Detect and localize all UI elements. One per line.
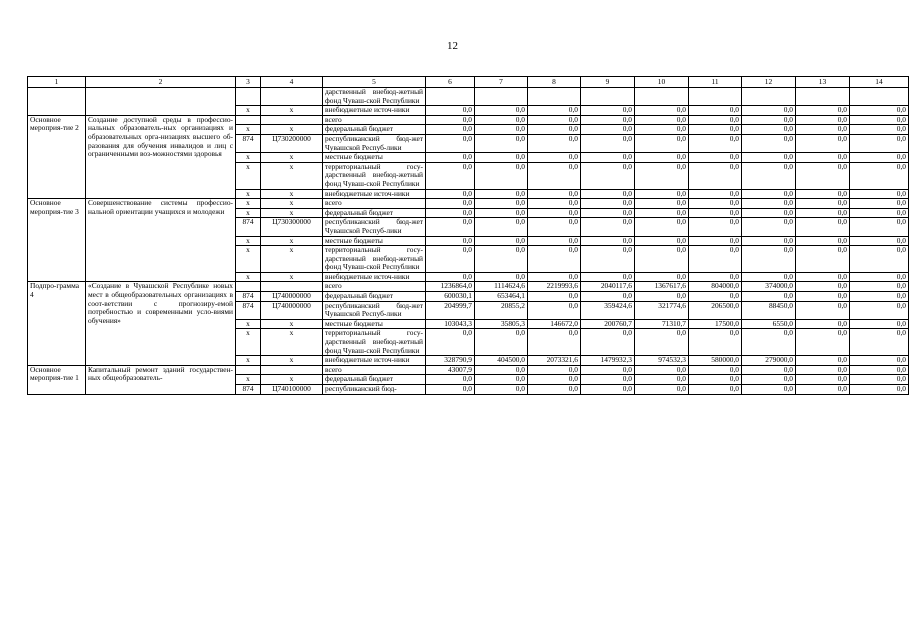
value-cell: 0,0 [528, 329, 581, 356]
value-cell: 0,0 [796, 115, 850, 125]
value-cell: 0,0 [426, 236, 475, 246]
value-cell: 0,0 [689, 272, 742, 282]
value-cell: 974532,3 [635, 356, 689, 366]
value-cell: 0,0 [689, 329, 742, 356]
value-cell: 0,0 [850, 106, 909, 116]
page-number: 12 [447, 40, 458, 52]
value-cell: 0,0 [528, 365, 581, 375]
value-cell: 0,0 [635, 115, 689, 125]
value-cell: 1114624,6 [475, 282, 528, 292]
value-cell: 0,0 [475, 375, 528, 385]
funding-source-cell: федеральный бюджет [323, 125, 426, 135]
funding-source-cell: местные бюджеты [323, 319, 426, 329]
value-cell: 0,0 [581, 199, 635, 209]
value-cell: 404500,0 [475, 356, 528, 366]
value-cell: 0,0 [528, 375, 581, 385]
grbs-code-cell: x [236, 236, 261, 246]
header-cell: 13 [796, 77, 850, 88]
value-cell: 0,0 [426, 272, 475, 282]
value-cell: 328790,9 [426, 356, 475, 366]
header-row [28, 77, 909, 88]
funding-source-cell: территориальный госу-дарственный внебюд-жетный фонд Чуваш-ской Республики [323, 162, 426, 189]
value-cell: 0,0 [426, 106, 475, 116]
value-cell: 0,0 [850, 115, 909, 125]
value-cell: 204999,7 [426, 301, 475, 319]
value-cell: 0,0 [635, 199, 689, 209]
value-cell: 0,0 [742, 385, 796, 395]
value-cell: 0,0 [475, 115, 528, 125]
value-cell: 0,0 [635, 375, 689, 385]
budget-code-cell: x [261, 199, 323, 209]
value-cell: 0,0 [528, 208, 581, 218]
value-cell: 0,0 [742, 375, 796, 385]
value-cell: 0,0 [528, 162, 581, 189]
value-cell: 580000,0 [689, 356, 742, 366]
value-cell: 0,0 [850, 246, 909, 273]
value-cell: 0,0 [528, 272, 581, 282]
value-cell: 0,0 [528, 153, 581, 163]
value-cell: 0,0 [796, 282, 850, 292]
value-cell: 0,0 [581, 375, 635, 385]
funding-source-cell: территориальный госу-дарственный внебюд-жетный фонд Чуваш-ской Республики [323, 329, 426, 356]
funding-source-cell: дарственный внебюд-жетный фонд Чуваш-ской Республики [323, 88, 426, 106]
program-cell: Основное мероприя-тие 2 [28, 115, 86, 198]
value-cell: 0,0 [850, 236, 909, 246]
value-cell: 0,0 [689, 134, 742, 152]
value-cell: 0,0 [742, 236, 796, 246]
value-cell: 0,0 [635, 218, 689, 236]
value-cell: 0,0 [581, 153, 635, 163]
value-cell: 0,0 [581, 385, 635, 395]
value-cell: 0,0 [426, 115, 475, 125]
value-cell: 0,0 [581, 189, 635, 199]
value-cell: 0,0 [635, 189, 689, 199]
budget-code-cell: Ц740000000 [261, 301, 323, 319]
value-cell: 0,0 [689, 385, 742, 395]
value-cell [850, 88, 909, 106]
description-cell [86, 88, 236, 116]
value-cell: 0,0 [850, 272, 909, 282]
funding-source-cell: внебюджетные источ-ники [323, 106, 426, 116]
value-cell: 0,0 [635, 385, 689, 395]
value-cell: 1367617,6 [635, 282, 689, 292]
grbs-code-cell [236, 88, 261, 106]
value-cell: 2040117,6 [581, 282, 635, 292]
value-cell: 0,0 [850, 282, 909, 292]
value-cell: 0,0 [850, 329, 909, 356]
value-cell: 0,0 [689, 246, 742, 273]
value-cell: 0,0 [581, 292, 635, 302]
value-cell: 0,0 [426, 208, 475, 218]
funding-source-cell: всего [323, 115, 426, 125]
value-cell: 0,0 [850, 356, 909, 366]
value-cell: 0,0 [426, 189, 475, 199]
value-cell: 0,0 [581, 246, 635, 273]
grbs-code-cell: x [236, 356, 261, 366]
value-cell: 0,0 [581, 218, 635, 236]
value-cell: 0,0 [475, 385, 528, 395]
value-cell: 0,0 [796, 319, 850, 329]
description-cell: Совершенствование системы профессио-нальной ориентации учащихся и молодежи [86, 199, 236, 282]
value-cell: 0,0 [528, 189, 581, 199]
header-cell: 9 [581, 77, 635, 88]
value-cell: 0,0 [528, 385, 581, 395]
value-cell: 88450,0 [742, 301, 796, 319]
value-cell: 35805,3 [475, 319, 528, 329]
value-cell: 0,0 [635, 365, 689, 375]
value-cell: 0,0 [850, 199, 909, 209]
funding-source-cell: местные бюджеты [323, 153, 426, 163]
value-cell: 0,0 [796, 375, 850, 385]
value-cell: 0,0 [850, 134, 909, 152]
value-cell: 0,0 [796, 292, 850, 302]
value-cell: 0,0 [689, 115, 742, 125]
value-cell: 0,0 [850, 208, 909, 218]
header-cell: 1 [28, 77, 86, 88]
value-cell: 0,0 [850, 153, 909, 163]
value-cell: 0,0 [796, 162, 850, 189]
value-cell: 103043,3 [426, 319, 475, 329]
value-cell: 0,0 [742, 272, 796, 282]
value-cell: 0,0 [742, 153, 796, 163]
value-cell: 6550,0 [742, 319, 796, 329]
value-cell: 0,0 [850, 301, 909, 319]
value-cell: 71310,7 [635, 319, 689, 329]
budget-code-cell: x [261, 319, 323, 329]
value-cell: 0,0 [635, 153, 689, 163]
funding-source-cell: всего [323, 365, 426, 375]
budget-code-cell: x [261, 356, 323, 366]
value-cell: 321774,6 [635, 301, 689, 319]
value-cell: 0,0 [475, 106, 528, 116]
budget-code-cell: x [261, 106, 323, 116]
grbs-code-cell: x [236, 106, 261, 116]
value-cell: 0,0 [475, 189, 528, 199]
value-cell: 0,0 [426, 329, 475, 356]
value-cell: 0,0 [689, 162, 742, 189]
value-cell: 0,0 [581, 236, 635, 246]
value-cell: 2073321,6 [528, 356, 581, 366]
value-cell: 0,0 [742, 292, 796, 302]
value-cell: 0,0 [475, 218, 528, 236]
header-cell: 7 [475, 77, 528, 88]
value-cell: 0,0 [426, 162, 475, 189]
value-cell: 0,0 [528, 125, 581, 135]
value-cell: 0,0 [742, 162, 796, 189]
grbs-code-cell: x [236, 199, 261, 209]
header-cell: 8 [528, 77, 581, 88]
value-cell: 1236864,0 [426, 282, 475, 292]
header-cell: 6 [426, 77, 475, 88]
funding-source-cell: местные бюджеты [323, 236, 426, 246]
value-cell: 0,0 [635, 292, 689, 302]
budget-code-cell: x [261, 375, 323, 385]
grbs-code-cell: x [236, 329, 261, 356]
program-cell: Основное мероприя-тие 3 [28, 199, 86, 282]
value-cell: 20855,2 [475, 301, 528, 319]
value-cell: 0,0 [796, 236, 850, 246]
value-cell: 0,0 [528, 292, 581, 302]
value-cell: 0,0 [796, 301, 850, 319]
grbs-code-cell: x [236, 208, 261, 218]
value-cell: 0,0 [475, 208, 528, 218]
value-cell [796, 88, 850, 106]
funding-source-cell: внебюджетные источ-ники [323, 272, 426, 282]
value-cell: 0,0 [742, 329, 796, 356]
budget-code-cell [261, 88, 323, 106]
budget-code-cell: Ц740000000 [261, 292, 323, 302]
value-cell: 0,0 [528, 199, 581, 209]
value-cell: 0,0 [796, 134, 850, 152]
value-cell: 0,0 [635, 125, 689, 135]
value-cell: 0,0 [689, 218, 742, 236]
value-cell: 0,0 [581, 272, 635, 282]
program-cell [28, 88, 86, 116]
value-cell: 0,0 [581, 329, 635, 356]
value-cell: 0,0 [475, 272, 528, 282]
value-cell: 0,0 [796, 218, 850, 236]
value-cell: 0,0 [528, 106, 581, 116]
value-cell: 0,0 [475, 329, 528, 356]
value-cell [742, 88, 796, 106]
description-cell: Капитальный ремонт зданий государствен-ных общеобразователь- [86, 365, 236, 394]
value-cell: 0,0 [689, 236, 742, 246]
value-cell: 0,0 [850, 385, 909, 395]
value-cell: 0,0 [635, 329, 689, 356]
value-cell [426, 88, 475, 106]
value-cell: 653464,1 [475, 292, 528, 302]
grbs-code-cell: 874 [236, 134, 261, 152]
value-cell: 0,0 [426, 385, 475, 395]
value-cell: 0,0 [581, 365, 635, 375]
value-cell: 200760,7 [581, 319, 635, 329]
value-cell: 0,0 [426, 218, 475, 236]
value-cell: 0,0 [475, 236, 528, 246]
value-cell: 0,0 [528, 301, 581, 319]
value-cell: 0,0 [475, 153, 528, 163]
grbs-code-cell: 874 [236, 301, 261, 319]
value-cell: 0,0 [635, 162, 689, 189]
value-cell: 0,0 [635, 272, 689, 282]
budget-code-cell: x [261, 162, 323, 189]
grbs-code-cell: 874 [236, 218, 261, 236]
header-cell: 12 [742, 77, 796, 88]
value-cell: 0,0 [475, 162, 528, 189]
funding-source-cell: федеральный бюджет [323, 208, 426, 218]
value-cell: 0,0 [796, 356, 850, 366]
budget-code-cell: x [261, 153, 323, 163]
value-cell: 0,0 [426, 134, 475, 152]
header-cell: 10 [635, 77, 689, 88]
value-cell: 43007,9 [426, 365, 475, 375]
value-cell: 0,0 [475, 246, 528, 273]
value-cell: 0,0 [635, 246, 689, 273]
value-cell: 146672,0 [528, 319, 581, 329]
header-cell: 11 [689, 77, 742, 88]
value-cell: 0,0 [475, 365, 528, 375]
value-cell [581, 88, 635, 106]
budget-code-cell: x [261, 329, 323, 356]
value-cell [635, 88, 689, 106]
funding-source-cell: территориальный госу-дарственный внебюд-жетный фонд Чуваш-ской Республики [323, 246, 426, 273]
value-cell: 804000,0 [689, 282, 742, 292]
budget-code-cell: x [261, 208, 323, 218]
grbs-code-cell: x [236, 246, 261, 273]
value-cell: 0,0 [796, 365, 850, 375]
value-cell: 0,0 [742, 125, 796, 135]
value-cell: 0,0 [581, 115, 635, 125]
value-cell: 0,0 [475, 125, 528, 135]
program-cell: Основное мероприя-тие 1 [28, 365, 86, 394]
value-cell: 0,0 [426, 153, 475, 163]
value-cell: 0,0 [635, 236, 689, 246]
table-row [28, 88, 909, 106]
grbs-code-cell: x [236, 162, 261, 189]
value-cell: 0,0 [689, 208, 742, 218]
budget-code-cell: Ц740100000 [261, 385, 323, 395]
value-cell: 0,0 [689, 292, 742, 302]
value-cell [528, 88, 581, 106]
value-cell: 0,0 [635, 106, 689, 116]
value-cell: 279000,0 [742, 356, 796, 366]
value-cell: 0,0 [796, 329, 850, 356]
budget-code-cell: x [261, 236, 323, 246]
value-cell: 0,0 [742, 115, 796, 125]
funding-source-cell: всего [323, 199, 426, 209]
value-cell: 0,0 [796, 125, 850, 135]
value-cell: 0,0 [742, 199, 796, 209]
value-cell: 0,0 [581, 106, 635, 116]
value-cell: 0,0 [850, 319, 909, 329]
value-cell: 0,0 [528, 134, 581, 152]
value-cell: 0,0 [796, 385, 850, 395]
value-cell: 0,0 [689, 106, 742, 116]
value-cell: 17500,0 [689, 319, 742, 329]
value-cell: 0,0 [689, 189, 742, 199]
funding-source-cell: всего [323, 282, 426, 292]
value-cell: 0,0 [742, 134, 796, 152]
value-cell: 0,0 [796, 246, 850, 273]
grbs-code-cell: x [236, 125, 261, 135]
funding-source-cell: республиканский бюд-жет Чувашской Респуб-лики [323, 134, 426, 152]
funding-source-cell: внебюджетные источ-ники [323, 356, 426, 366]
budget-code-cell: x [261, 125, 323, 135]
description-cell: Создание доступной среды в профессио-нальных образователь-ных организациях и образовательных орга-низациях высшего об-разования для обучения инвалидов и лиц с ограниченными воз-можностями здоровья [86, 115, 236, 198]
header-cell: 14 [850, 77, 909, 88]
description-cell: «Создание в Чувашской Республике новых мест в общеобразовательных организациях в соот-ветствии с прогнозиру-емой потребностью и современными усло-виями обучения» [86, 282, 236, 365]
value-cell: 0,0 [850, 162, 909, 189]
value-cell: 600030,1 [426, 292, 475, 302]
value-cell: 0,0 [850, 365, 909, 375]
grbs-code-cell: x [236, 375, 261, 385]
value-cell: 0,0 [475, 199, 528, 209]
value-cell: 0,0 [796, 106, 850, 116]
value-cell: 0,0 [528, 246, 581, 273]
value-cell: 0,0 [742, 246, 796, 273]
value-cell: 0,0 [796, 153, 850, 163]
value-cell: 0,0 [581, 162, 635, 189]
grbs-code-cell: x [236, 153, 261, 163]
value-cell: 0,0 [581, 134, 635, 152]
value-cell: 374000,0 [742, 282, 796, 292]
funding-source-cell: федеральный бюджет [323, 292, 426, 302]
value-cell: 0,0 [689, 199, 742, 209]
budget-code-cell: x [261, 246, 323, 273]
table-row [28, 199, 909, 209]
value-cell: 0,0 [426, 246, 475, 273]
funding-source-cell: республиканский бюд- [323, 385, 426, 395]
value-cell: 0,0 [426, 125, 475, 135]
value-cell: 0,0 [528, 218, 581, 236]
header-cell: 2 [86, 77, 236, 88]
grbs-code-cell: 874 [236, 292, 261, 302]
program-cell: Подпро-грамма 4 [28, 282, 86, 365]
value-cell: 0,0 [426, 199, 475, 209]
value-cell: 0,0 [850, 218, 909, 236]
value-cell: 0,0 [635, 208, 689, 218]
value-cell: 0,0 [689, 153, 742, 163]
value-cell: 0,0 [850, 189, 909, 199]
value-cell: 0,0 [742, 218, 796, 236]
value-cell: 206500,0 [689, 301, 742, 319]
value-cell: 0,0 [528, 115, 581, 125]
funding-source-cell: республиканский бюд-жет Чувашской Респуб-лики [323, 301, 426, 319]
value-cell: 0,0 [742, 106, 796, 116]
header-cell: 4 [261, 77, 323, 88]
funding-source-cell: внебюджетные источ-ники [323, 189, 426, 199]
value-cell: 0,0 [581, 125, 635, 135]
value-cell: 0,0 [742, 365, 796, 375]
value-cell: 0,0 [475, 134, 528, 152]
value-cell: 0,0 [850, 292, 909, 302]
value-cell: 359424,6 [581, 301, 635, 319]
value-cell: 0,0 [635, 134, 689, 152]
value-cell: 0,0 [426, 375, 475, 385]
budget-code-cell: Ц730300000 [261, 218, 323, 236]
grbs-code-cell: 874 [236, 385, 261, 395]
value-cell [475, 88, 528, 106]
value-cell [689, 88, 742, 106]
value-cell: 2219993,6 [528, 282, 581, 292]
grbs-code-cell: x [236, 189, 261, 199]
value-cell: 0,0 [742, 189, 796, 199]
value-cell: 0,0 [796, 208, 850, 218]
value-cell: 0,0 [850, 375, 909, 385]
value-cell: 0,0 [796, 189, 850, 199]
budget-code-cell: x [261, 272, 323, 282]
value-cell: 0,0 [689, 365, 742, 375]
value-cell: 0,0 [796, 272, 850, 282]
value-cell: 0,0 [742, 208, 796, 218]
header-cell: 5 [323, 77, 426, 88]
header-cell: 3 [236, 77, 261, 88]
budget-table [27, 76, 909, 395]
value-cell: 0,0 [581, 208, 635, 218]
budget-code-cell: Ц730200000 [261, 134, 323, 152]
funding-source-cell: федеральный бюджет [323, 375, 426, 385]
value-cell: 0,0 [689, 125, 742, 135]
grbs-code-cell: x [236, 319, 261, 329]
value-cell: 0,0 [689, 375, 742, 385]
value-cell: 1479932,3 [581, 356, 635, 366]
funding-source-cell: республиканский бюд-жет Чувашской Респуб-лики [323, 218, 426, 236]
grbs-code-cell: x [236, 272, 261, 282]
budget-code-cell: x [261, 189, 323, 199]
value-cell: 0,0 [528, 236, 581, 246]
value-cell: 0,0 [850, 125, 909, 135]
value-cell: 0,0 [796, 199, 850, 209]
